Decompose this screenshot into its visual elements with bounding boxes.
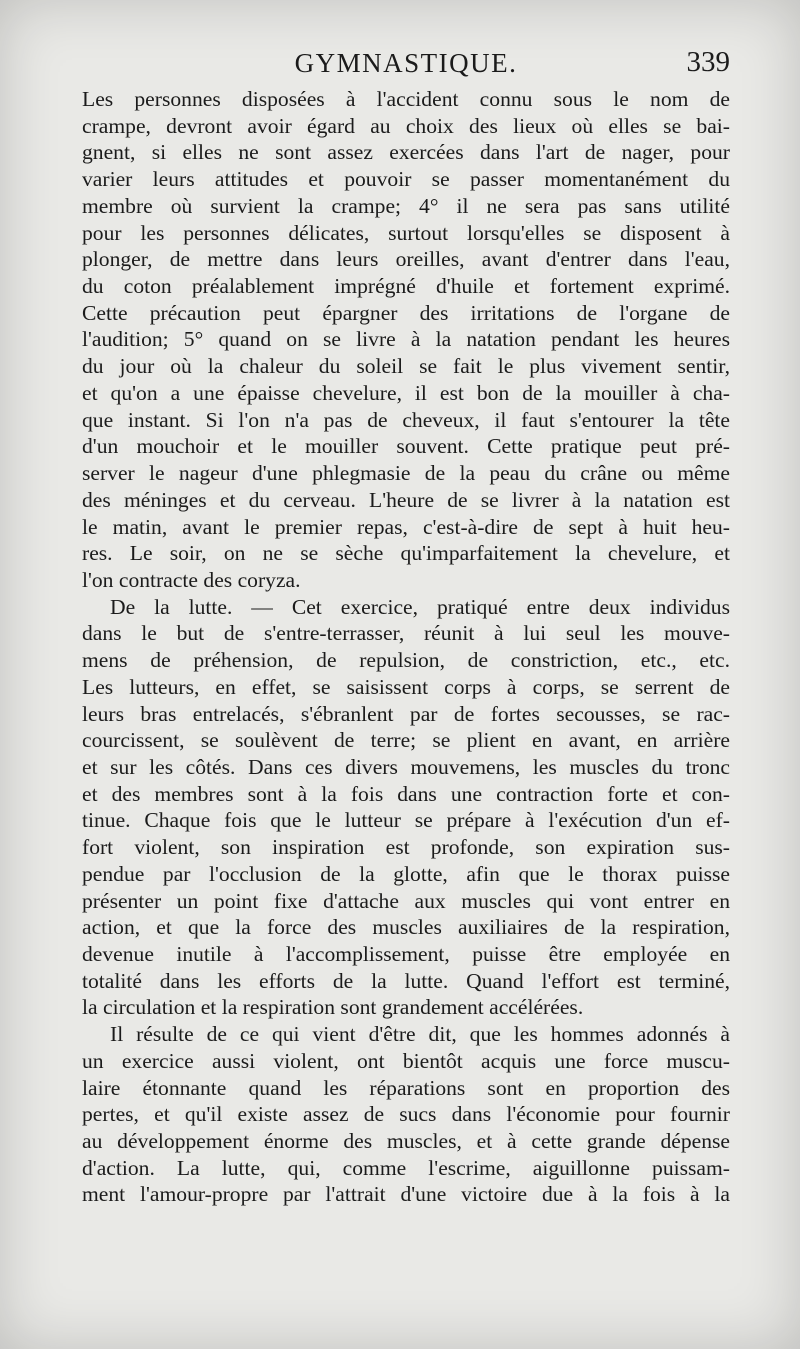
text-line: dans le but de s'entre-terrasser, réunit à lui seul les mouve- bbox=[82, 621, 730, 646]
text-line: leurs bras entrelacés, s'ébranlent par de fortes secousses, se rac- bbox=[82, 701, 730, 726]
text-line: De la lutte. — Cet exercice, pratiqué entre deux individus bbox=[110, 594, 730, 619]
paragraph-consequences bbox=[82, 1021, 730, 1208]
body-text bbox=[82, 86, 730, 1208]
text-line: et qu'on a une épaisse chevelure, il est bon de la mouiller à cha- bbox=[82, 380, 730, 405]
text-line: du coton préalablement imprégné d'huile et fortement exprimé. bbox=[82, 274, 730, 299]
text-line: plonger, de mettre dans leurs oreilles, avant d'entrer dans l'eau, bbox=[82, 247, 730, 272]
text-line: fort violent, son inspiration est profonde, son expiration sus- bbox=[82, 835, 730, 860]
page-number: 339 bbox=[686, 46, 730, 78]
text-line: un exercice aussi violent, ont bientôt acquis une force muscu- bbox=[82, 1048, 730, 1073]
running-title: GYMNASTIQUE. bbox=[294, 48, 518, 78]
text-line: mens de préhension, de repulsion, de constriction, etc., etc. bbox=[82, 648, 730, 673]
text-line: du jour où la chaleur du soleil se fait le plus vivement sentir, bbox=[82, 354, 730, 379]
text-line: courcissent, se soulèvent de terre; se plient en avant, en arrière bbox=[82, 728, 730, 753]
text-line: gnent, si elles ne sont assez exercées dans l'art de nager, pour bbox=[82, 140, 730, 165]
text-line: d'un mouchoir et le mouiller souvent. Cette pratique peut pré- bbox=[82, 434, 730, 459]
text-line: au développement énorme des muscles, et à cette grande dépense bbox=[82, 1129, 730, 1154]
text-line: membre où survient la crampe; 4° il ne sera pas sans utilité bbox=[82, 193, 730, 218]
text-line: le matin, avant le premier repas, c'est-à-dire de sept à huit heu- bbox=[82, 514, 730, 539]
text-line: tinue. Chaque fois que le lutteur se prépare à l'exécution d'un ef- bbox=[82, 808, 730, 833]
text-line: devenue inutile à l'accomplissement, puisse être employée en bbox=[82, 942, 730, 966]
text-line: présenter un point fixe d'attache aux muscles qui vont entrer en bbox=[82, 888, 730, 913]
paragraph-swimming-advice bbox=[82, 86, 730, 594]
text-line: et sur les côtés. Dans ces divers mouvemens, les muscles du tronc bbox=[82, 754, 730, 779]
text-line: des méninges et du cerveau. L'heure de se livrer à la natation est bbox=[82, 487, 730, 512]
text-line: server le nageur d'une phlegmasie de la peau du crâne ou même bbox=[82, 461, 730, 486]
text-line: totalité dans les efforts de la lutte. Quand l'effort est terminé, bbox=[82, 968, 730, 993]
text-line: pertes, et qu'il existe assez de sucs dans l'économie pour fournir bbox=[82, 1102, 730, 1127]
text-line: d'action. La lutte, qui, comme l'escrime, aiguillonne puissam- bbox=[82, 1155, 730, 1180]
text-line: et des membres sont à la fois dans une contraction forte et con- bbox=[82, 781, 730, 806]
text-line: l'audition; 5° quand on se livre à la natation pendant les heures bbox=[82, 327, 730, 352]
text-line: l'on contracte des coryza. bbox=[82, 567, 301, 592]
text-line: que instant. Si l'on n'a pas de cheveux, il faut s'entourer la tête bbox=[82, 407, 730, 432]
text-line: pendue par l'occlusion de la glotte, afin que le thorax puisse bbox=[82, 861, 730, 886]
text-line: Les personnes disposées à l'accident connu sous le nom de bbox=[82, 87, 730, 111]
text-line: Les lutteurs, en effet, se saisissent corps à corps, se serrent de bbox=[82, 674, 730, 699]
text-line: varier leurs attitudes et pouvoir se passer momentanément du bbox=[82, 167, 730, 192]
paragraph-la-lutte bbox=[82, 594, 730, 1022]
text-line: Il résulte de ce qui vient d'être dit, que les hommes adonnés à bbox=[110, 1022, 730, 1047]
text-line: res. Le soir, on ne se sèche qu'imparfaitement la chevelure, et bbox=[82, 541, 730, 566]
text-line: Cette précaution peut épargner des irritations de l'organe de bbox=[82, 300, 730, 325]
text-line: la circulation et la respiration sont grandement accélérées. bbox=[82, 995, 584, 1020]
text-line: ment l'amour-propre par l'attrait d'une victoire due à la fois à la bbox=[82, 1182, 730, 1207]
text-line: action, et que la force des muscles auxiliaires de la respiration, bbox=[82, 915, 730, 940]
text-line: laire étonnante quand les réparations sont en proportion des bbox=[82, 1075, 730, 1100]
page-header bbox=[82, 44, 730, 84]
text-line: pour les personnes délicates, surtout lorsqu'elles se disposent à bbox=[82, 220, 730, 245]
text-line: crampe, devront avoir égard au choix des lieux où elles se bai- bbox=[82, 113, 730, 138]
